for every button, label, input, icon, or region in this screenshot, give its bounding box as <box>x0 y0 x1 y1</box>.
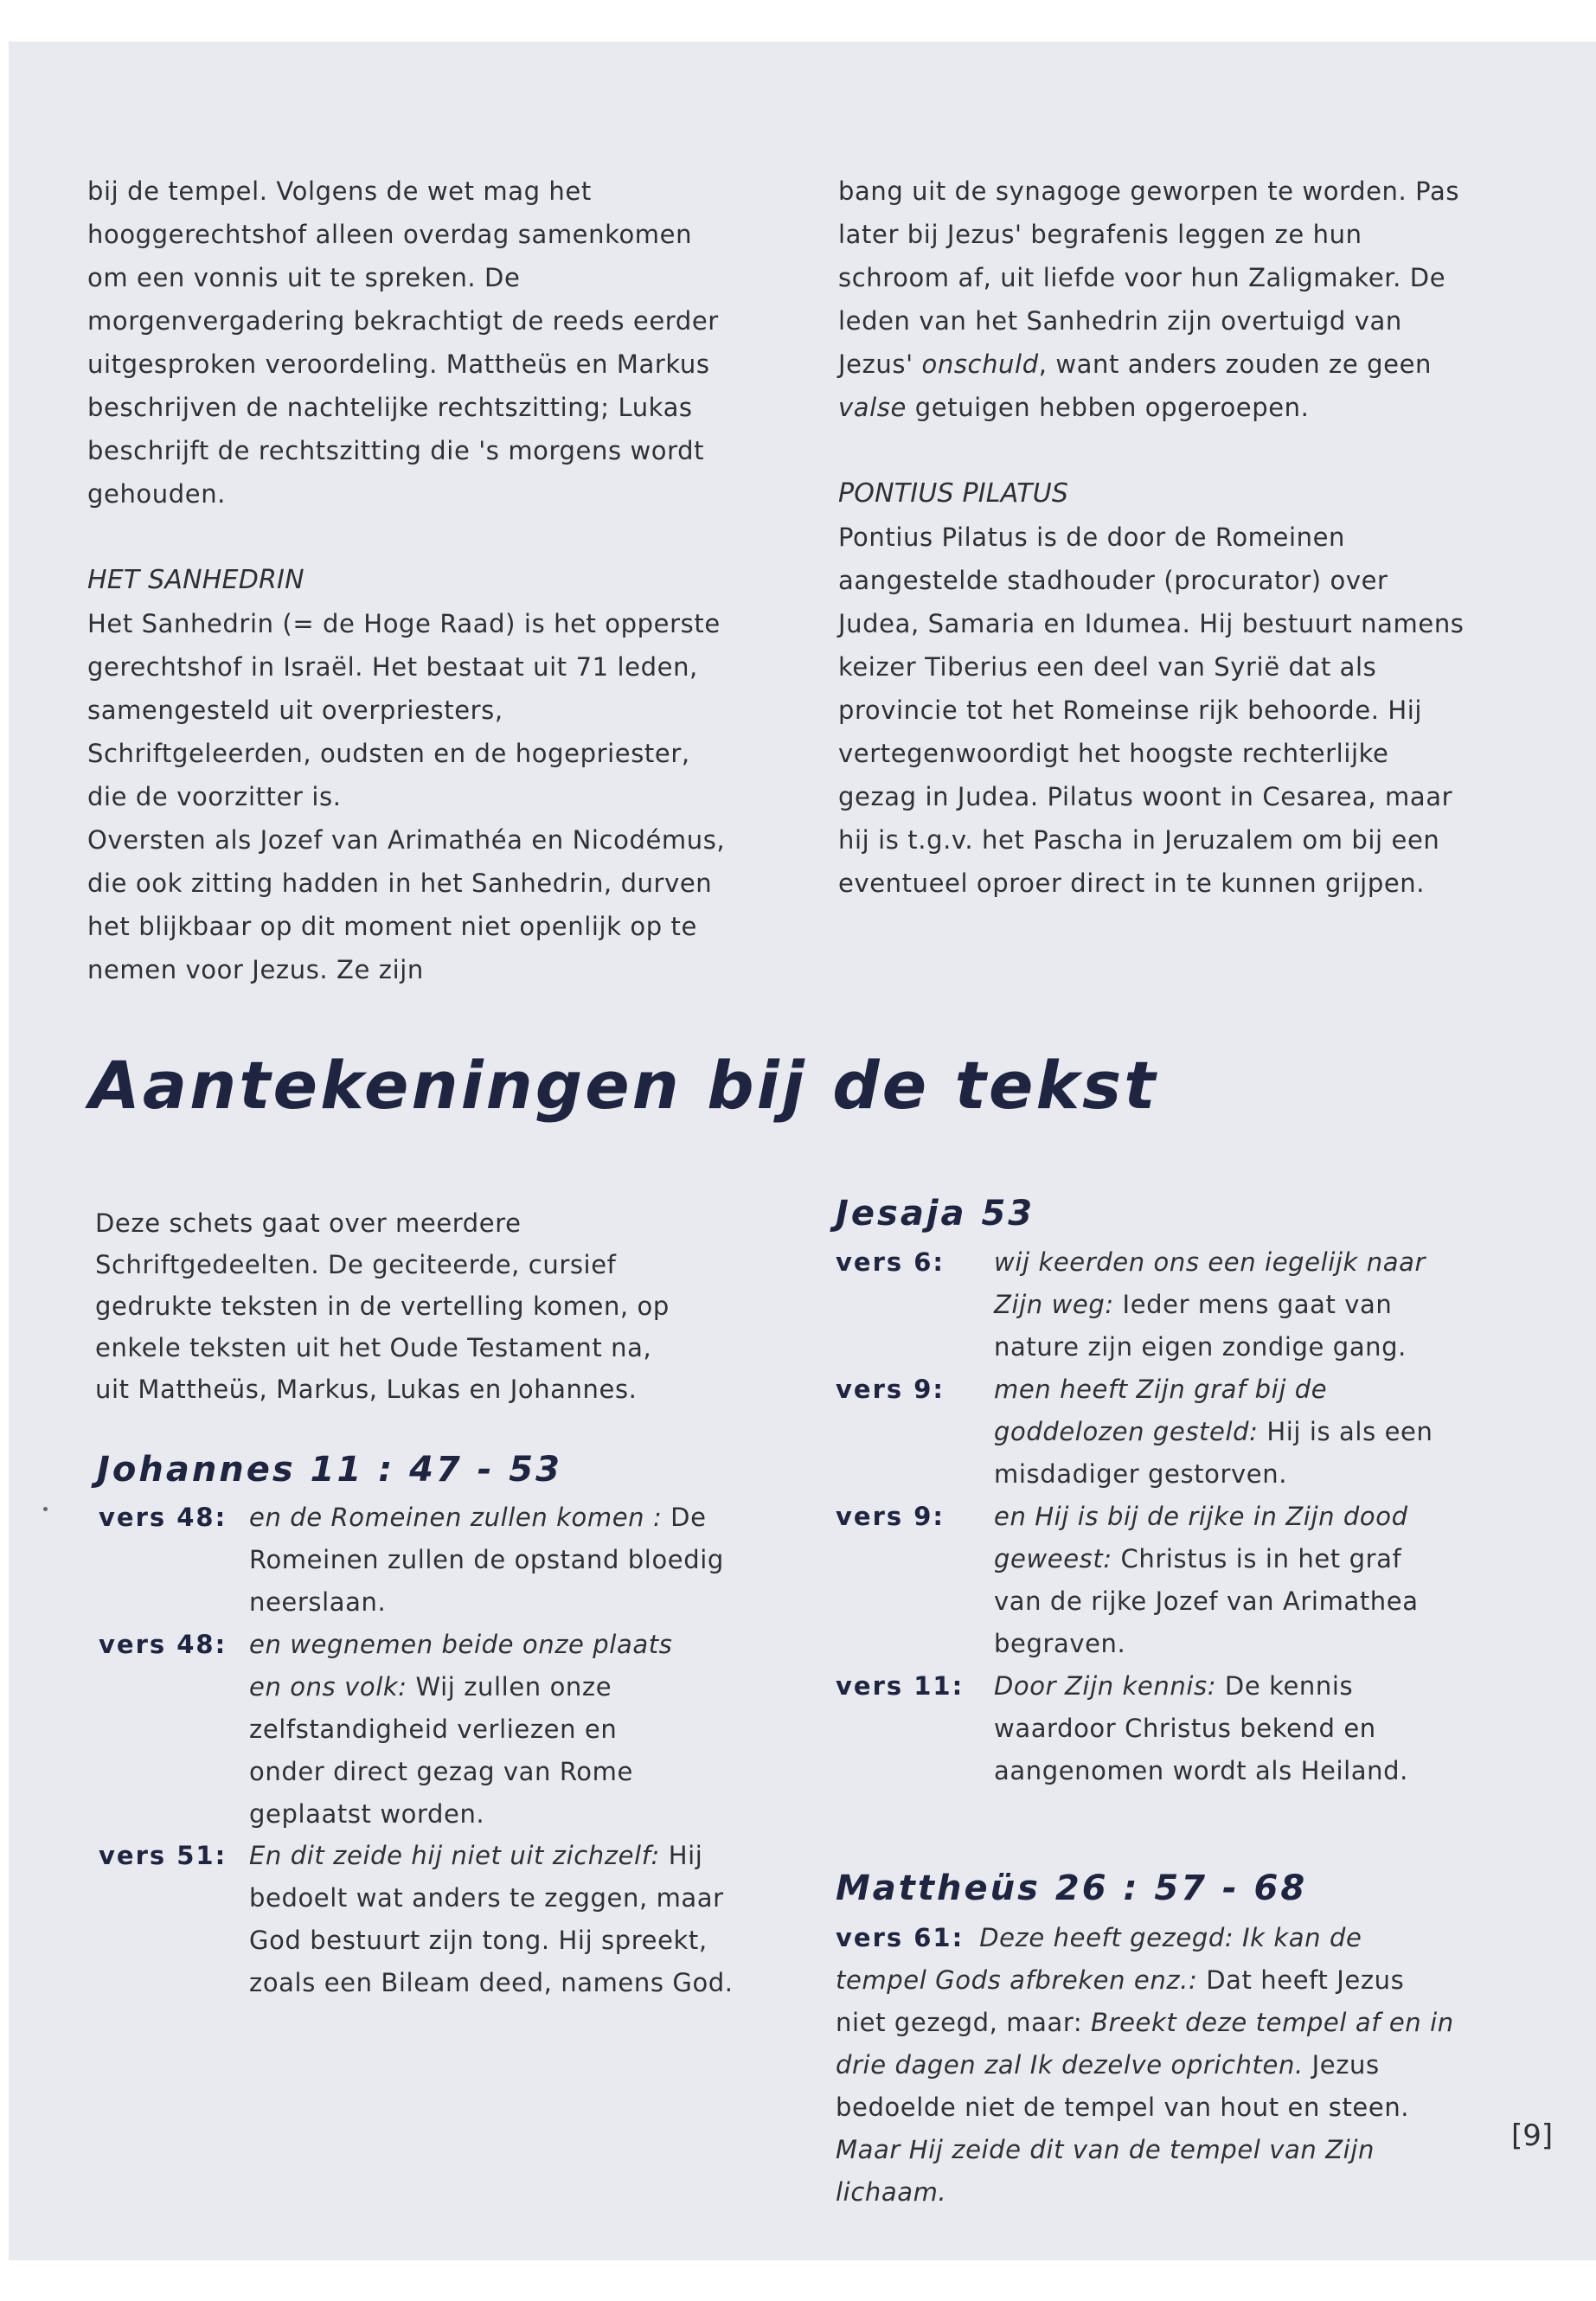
vers-text <box>249 1497 725 1624</box>
vers-quote: En dit zeide hij niet uit zichzelf: <box>249 1841 660 1870</box>
decorative-dot <box>43 1507 48 1511</box>
vers-explanation-2: Jezus bedoelde niet de tempel van hout en steen. <box>836 2050 1410 2122</box>
vers-text <box>249 1835 734 2004</box>
right-column <box>838 170 1470 905</box>
vers-label: vers 6: <box>836 1247 945 1277</box>
mattheus-paragraph <box>836 1917 1458 2214</box>
vers-explanation: Wij zullen onze zelfstandigheid verliezen en onder direct gezag van Rome geplaatst worden. <box>249 1672 633 1829</box>
vers-label: vers 9: <box>836 1502 945 1531</box>
mattheus-item <box>836 1917 1458 2214</box>
vers-label: vers 51: <box>99 1841 228 1870</box>
right-p1-text-a: bang uit de synagoge geworpen te worden. Pas later bij Jezus' begrafenis leggen ze hun schroom af, uit liefde voor hun Zaligmaker. De leden van het Sanhedrin zijn overtuigd van Jezus' <box>838 176 1460 379</box>
johannes-title: Johannes 11 : 47 - 53 <box>97 1450 562 1490</box>
left-column <box>87 170 727 991</box>
vers-quote-2: Breekt deze tempel af en in drie dagen zal Ik dezelve oprichten. <box>836 2008 1454 2080</box>
vers-explanation: De kennis waardoor Christus bekend en aangenomen wordt als Heiland. <box>994 1671 1408 1785</box>
vers-explanation: Christus is in het graf van de rijke Jozef van Arimathea begraven. <box>994 1544 1419 1658</box>
vers-quote: wij keerden ons een iegelijk naar Zijn weg: <box>994 1247 1426 1319</box>
right-p1-text-b: , want anders zouden ze geen <box>1038 349 1432 379</box>
sanhedrin-heading: HET SANHEDRIN <box>87 565 304 595</box>
vers-label: vers 9: <box>836 1375 945 1404</box>
page-number: [9] <box>1511 2118 1554 2153</box>
vers-quote-3: Maar Hij zeide dit van de tempel van Zijn lichaam. <box>836 2135 1375 2207</box>
vers-text <box>994 1368 1444 1496</box>
notes-intro <box>95 1202 683 1410</box>
vers-text <box>994 1241 1444 1368</box>
sanhedrin-paragraph-2: Oversten als Jozef van Arimathéa en Nicodémus, die ook zitting hadden in het Sanhedrin, durven het blijkbaar op dit moment niet openlijk op te nemen voor Jezus. Ze zijn <box>87 825 726 984</box>
notes-intro-text: Deze schets gaat over meerdere Schriftgedeelten. De geciteerde, cursief gedrukte teksten in de vertelling komen, op enkele teksten uit het Oude Testament na, uit Mattheüs, Markus, Lukas en Johannes. <box>95 1208 670 1404</box>
right-p1-onschuld: onschuld <box>921 349 1039 379</box>
right-p1-text-c: getuigen hebben opgeroepen. <box>906 393 1310 422</box>
mattheus-title: Mattheüs 26 : 57 - 68 <box>836 1868 1308 1908</box>
vers-explanation: Hij is als een misdadiger gestorven. <box>994 1417 1433 1489</box>
vers-explanation: De Romeinen zullen de opstand bloedig neerslaan. <box>249 1503 724 1617</box>
sanhedrin-paragraph-1: Het Sanhedrin (= de Hoge Raad) is het opperste gerechtshof in Israël. Het bestaat uit 71 leden, samengesteld uit overpriesters, Schriftgeleerden, oudsten en de hogepriester, die de voorzitter is. <box>87 609 721 811</box>
vers-quote: men heeft Zijn graf bij de goddelozen gesteld: <box>994 1375 1328 1446</box>
notes-title: Aantekeningen bij de tekst <box>89 1047 1158 1124</box>
right-paragraph-1 <box>838 170 1470 429</box>
vers-quote: en wegnemen beide onze plaats en ons volk: <box>249 1630 673 1702</box>
vers-quote: Deze heeft gezegd: Ik kan de tempel Gods afbreken enz.: <box>836 1923 1362 1995</box>
right-p1-valse: valse <box>838 393 907 422</box>
vers-label: vers 48: <box>99 1503 228 1532</box>
pilatus-paragraph: Pontius Pilatus is de door de Romeinen aangestelde stadhouder (procurator) over Judea, Samaria en Idumea. Hij bestuurt namens keizer Tiberius een deel van Syrië dat als provincie tot het Romeinse rijk behoorde. Hij vertegenwoordigt het hoogste rechterlijke gezag in Judea. Pilatus woont in Cesarea, maar hij is t.g.v. het Pascha in Jeruzalem om bij een eventueel oproer direct in te kunnen grijpen. <box>838 522 1465 898</box>
vers-quote: Door Zijn kennis: <box>994 1671 1217 1701</box>
vers-text <box>994 1496 1452 1665</box>
vers-text <box>249 1624 699 1836</box>
vers-label: vers 48: <box>99 1630 228 1659</box>
vers-label: vers 11: <box>836 1671 965 1701</box>
vers-explanation: Hij bedoelt wat anders te zeggen, maar God bestuurt zijn tong. Hij spreekt, zoals een Bileam deed, namens God. <box>249 1841 734 1997</box>
vers-quote: en de Romeinen zullen komen : <box>249 1503 663 1532</box>
vers-explanation: Ieder mens gaat van nature zijn eigen zondige gang. <box>994 1290 1407 1362</box>
vers-label: vers 61: <box>836 1923 965 1952</box>
pilatus-heading: PONTIUS PILATUS <box>838 478 1069 509</box>
jesaja-title: Jesaja 53 <box>836 1194 1035 1234</box>
vers-quote: en Hij is bij de rijke in Zijn dood geweest: <box>994 1502 1408 1574</box>
vers-explanation: Dat heeft Jezus niet gezegd, maar: <box>836 1965 1405 2037</box>
intro-paragraph: bij de tempel. Volgens de wet mag het hooggerechtshof alleen overdag samenkomen om een vonnis uit te spreken. De morgenvergadering bekrachtigt de reeds eerder uitgesproken veroordeling. Mattheüs en Markus beschrijven de nachtelijke rechtszitting; Lukas beschrijft de rechtszitting die 's morgens wordt gehouden. <box>87 176 719 509</box>
vers-text <box>994 1665 1444 1792</box>
